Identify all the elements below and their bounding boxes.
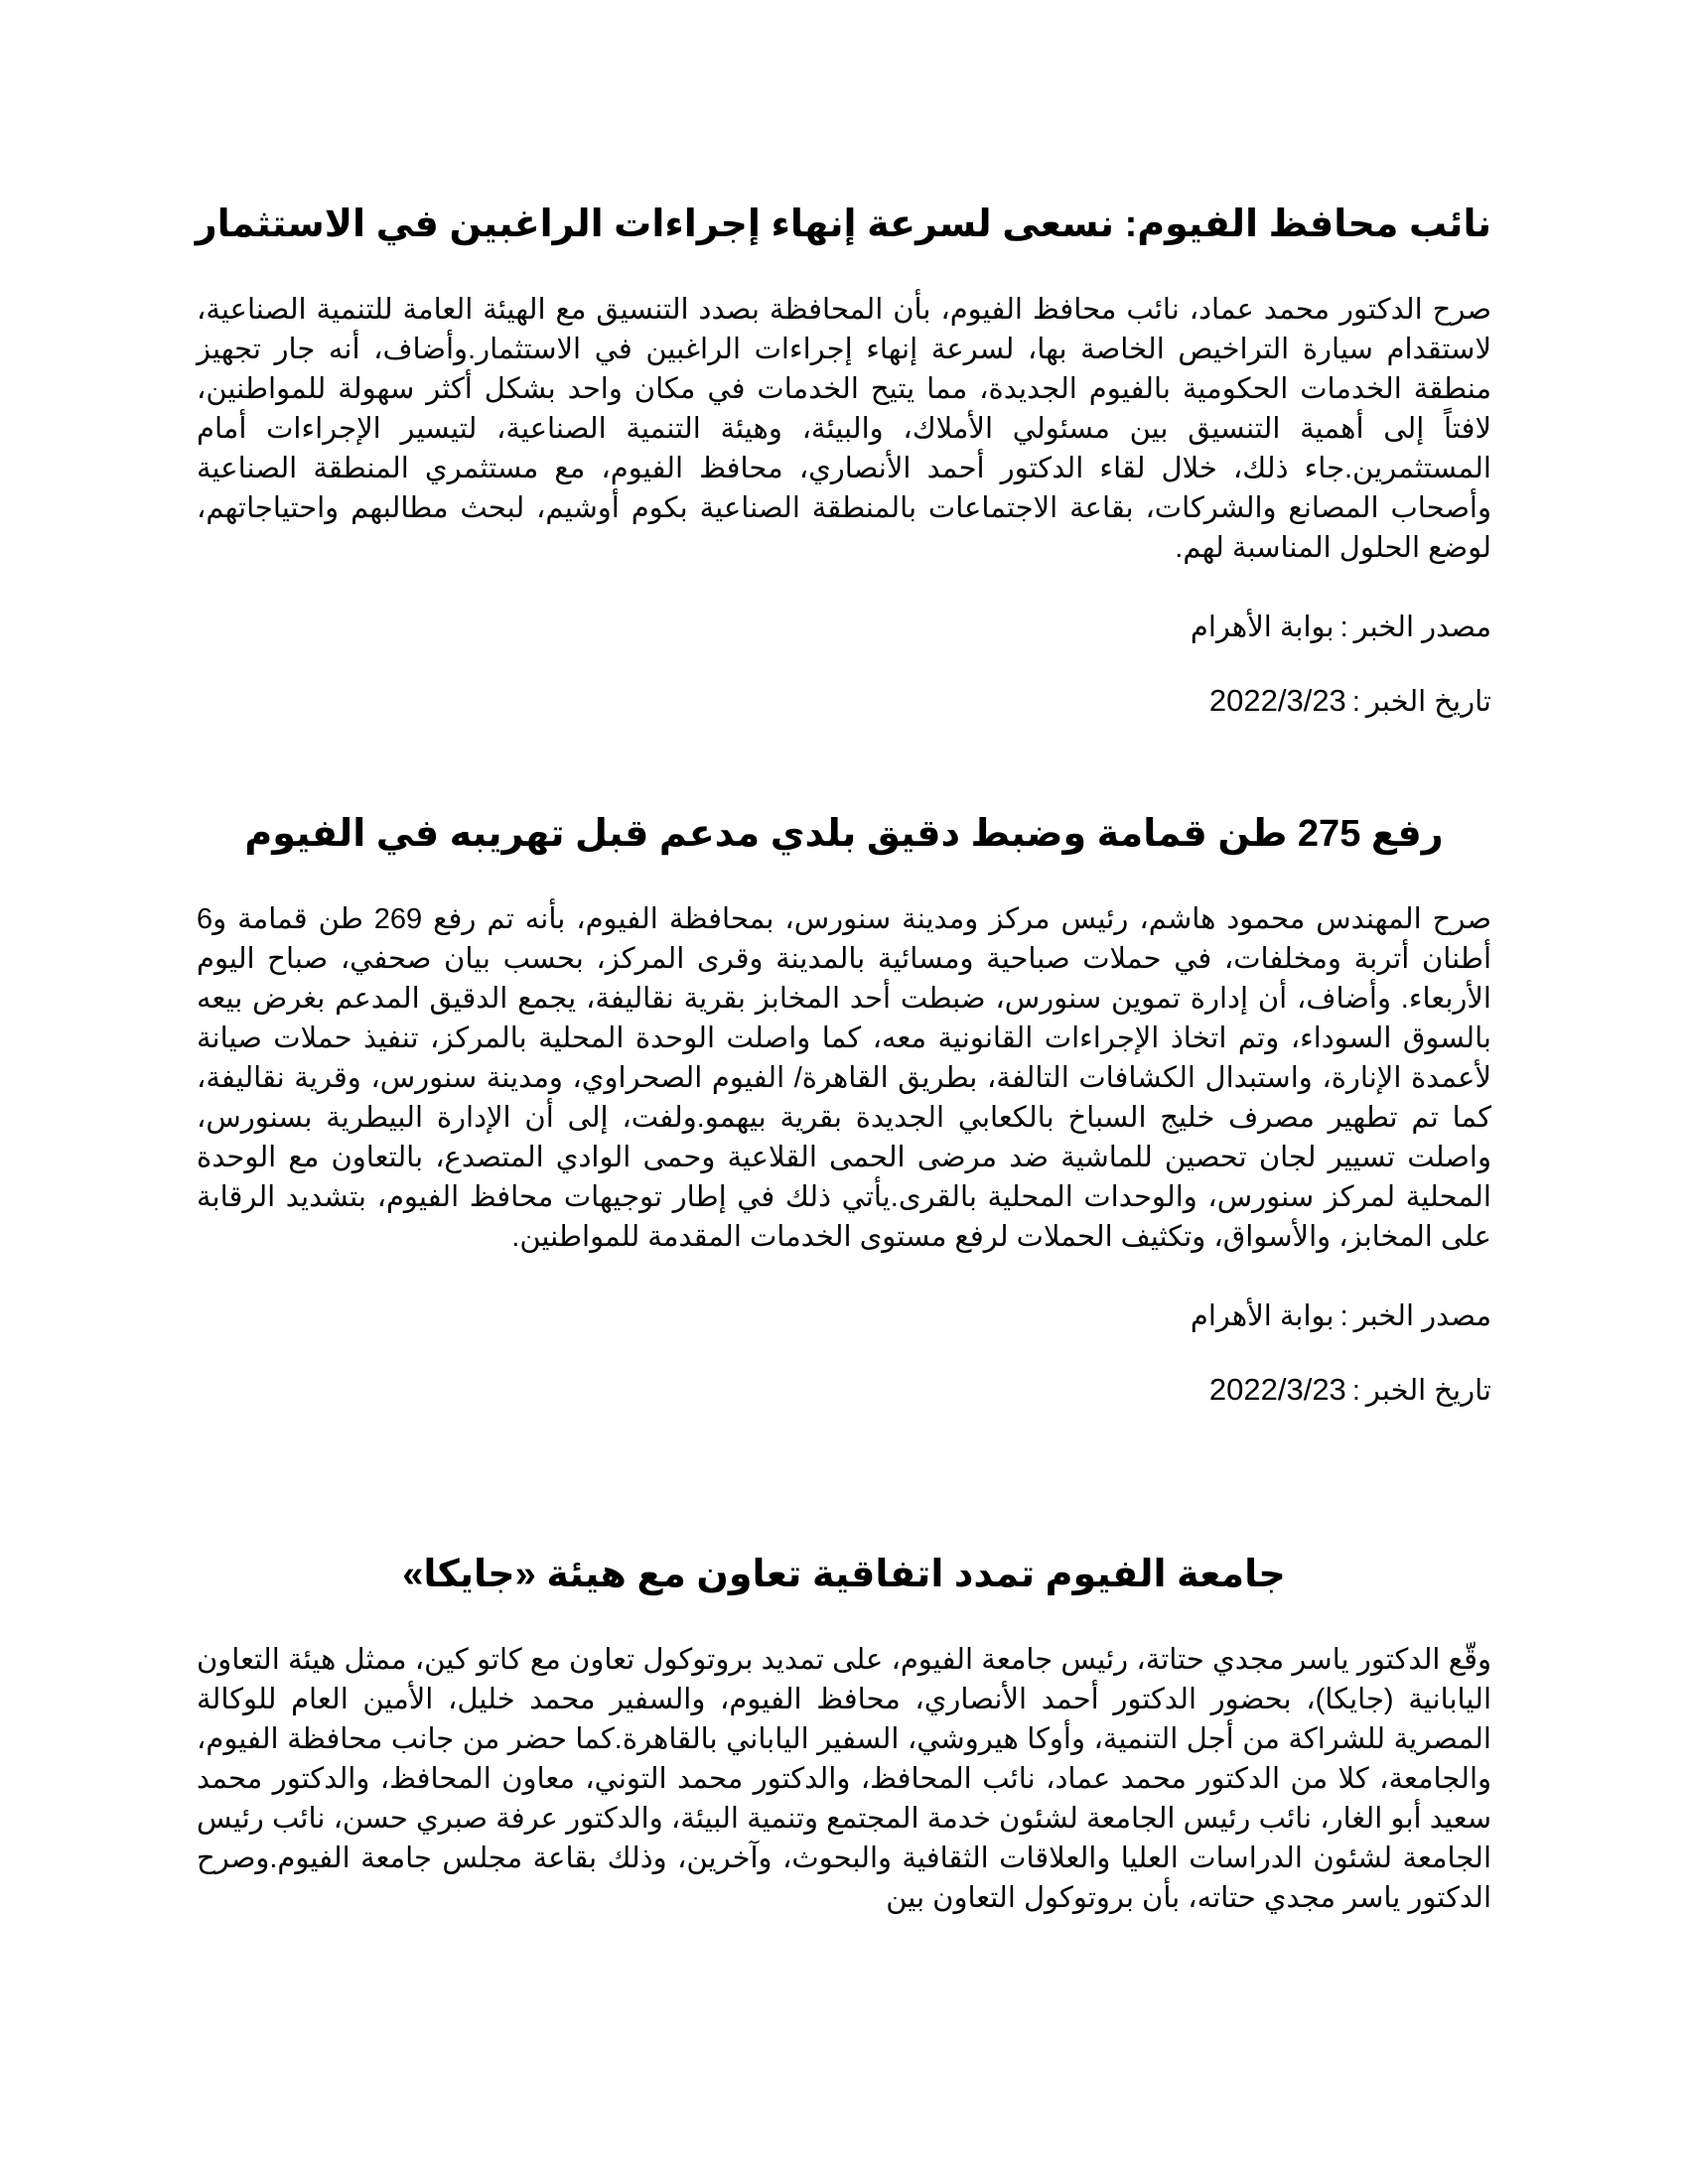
document-page [197,0,1491,2184]
article-date: تاريخ الخبر:2022/3/23 [1208,683,1491,718]
news-article [197,1551,1491,1918]
source-label: مصدر الخبر [1353,612,1491,643]
article-body: صرح المهندس محمود هاشم، رئيس مركز ومدينة سنورس، بمحافظة الفيوم، بأنه تم رفع 269 طن قمامة و6 أطنان أتربة ومخلفات، في حملات صباحية ومسائية بالمدينة وقرى المركز، بحسب بيان صحفي، صباح اليوم الأربعاء. وأضاف، أن إدارة تموين سنورس، ضبطت أحد المخابز بقرية نقاليفة، يجمع الدقيق المدعم بغرض بيعه بالسوق السوداء، وتم اتخاذ الإجراءات القانونية معه، كما واصلت الوحدة المحلية بالمركز، تنفيذ حملات صيانة لأعمدة الإنارة، واستبدال الكشافات التالفة، بطريق القاهرة/ الفيوم الصحراوي، ومدينة سنورس، وقرية نقاليفة، كما تم تطهير مصرف خليج السباخ بالكعابي الجديدة بقرية بيهمو.ولفت، إلى أن الإدارة البيطرية بسنورس، واصلت تسيير لجان تحصين للماشية ضد مرضى الحمى القلاعية وحمى الوادي المتصدع، بالتعاون مع الوحدة المحلية لمركز سنورس، والوحدات المحلية بالقرى.يأتي ذلك في إطار توجيهات محافظ الفيوم، بتشديد الرقابة على المخابز، والأسواق، وتكثيف الحملات لرفع مستوى الخدمات المقدمة للمواطنين. [197,903,1491,1253]
date-label: تاريخ الخبر [1365,1375,1491,1407]
article-body: وقّع الدكتور ياسر مجدي حتاتة، رئيس جامعة الفيوم، على تمديد بروتوكول تعاون مع كاتو كين، ممثل هيئة التعاون اليابانية (جايكا)، بحضور الدكتور أحمد الأنصاري، محافظ الفيوم، والسفير محمد خليل، الأمين العام للوكالة المصرية للشراكة من أجل التنمية، وأوكا هيروشي، السفير الياباني بالقاهرة.كما حضر من جانب محافظة الفيوم، والجامعة، كلا من الدكتور محمد عماد، نائب المحافظ، والدكتور محمد التوني، معاون المحافظ، والدكتور محمد سعيد أبو الغار، نائب رئيس الجامعة لشئون خدمة المجتمع وتنمية البيئة، والدكتور عرفة صبري حسن، نائب رئيس الجامعة لشئون الدراسات العليا والعلاقات الثقافية والبحوث، وآخرين، وذلك بقاعة مجلس جامعة الفيوم.وصرح الدكتور ياسر مجدي حتاته، بأن بروتوكول التعاون بين [197,1644,1491,1914]
source-label: مصدر الخبر [1353,1300,1491,1332]
news-article [197,810,1491,1411]
article-source: مصدر الخبر:بوابة الأهرام [1190,1300,1491,1332]
date-value: 2022/3/23 [1208,683,1346,718]
date-value: 2022/3/23 [1208,1372,1346,1407]
news-article [197,201,1491,722]
article-body: صرح الدكتور محمد عماد، نائب محافظ الفيوم، بأن المحافظة بصدد التنسيق مع الهيئة العامة للتنمية الصناعية، لاستقدام سيارة التراخيص الخاصة بها، لسرعة إنهاء إجراءات الراغبين في الاستثمار.وأضاف، أنه جار تجهيز منطقة الخدمات الحكومية بالفيوم الجديدة، مما يتيح الخدمات في مكان واحد بشكل أكثر سهولة للمواطنين، لافتاً إلى أهمية التنسيق بين مسئولي الأملاك، والبيئة، وهيئة التنمية الصناعية، لتيسير الإجراءات أمام المستثمرين.جاء ذلك، خلال لقاء الدكتور أحمد الأنصاري، محافظ الفيوم، مع مستثمري المنطقة الصناعية وأصحاب المصانع والشركات، بقاعة الاجتماعات بالمنطقة الصناعية بكوم أوشيم، لبحث مطالبهم واحتياجاتهم، لوضع الحلول المناسبة لهم. [197,294,1491,564]
source-value: بوابة الأهرام [1190,1300,1335,1332]
article-title: رفع 275 طن قمامة وضبط دقيق بلدي مدعم قبل تهريبه في الفيوم [244,813,1444,855]
article-date: تاريخ الخبر:2022/3/23 [1208,1372,1491,1407]
date-label: تاريخ الخبر [1365,686,1491,718]
article-title: جامعة الفيوم تمدد اتفاقية تعاون مع هيئة «جايكا» [402,1554,1286,1595]
source-value: بوابة الأهرام [1190,612,1335,643]
article-source: مصدر الخبر:بوابة الأهرام [1190,612,1491,643]
article-title: نائب محافظ الفيوم: نسعى لسرعة إنهاء إجراءات الراغبين في الاستثمار [195,204,1491,245]
